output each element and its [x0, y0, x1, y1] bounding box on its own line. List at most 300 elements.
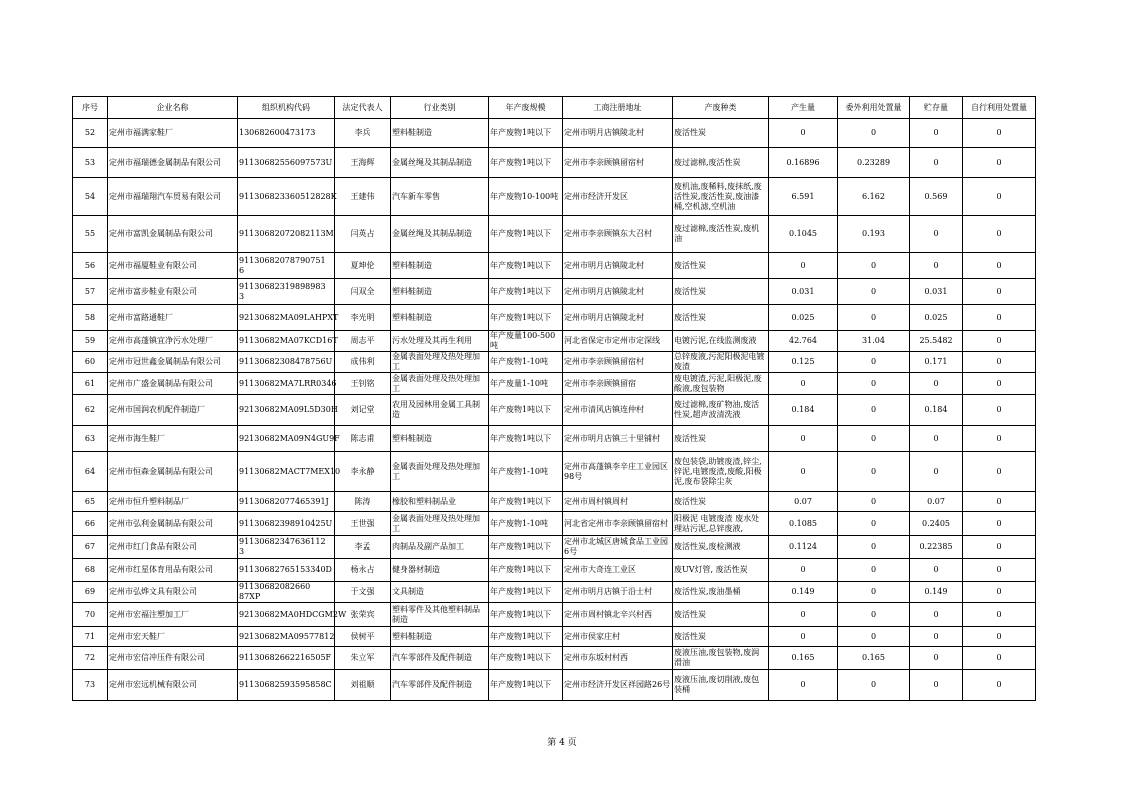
col-legal-rep-cell: 陈志甫 — [335, 426, 391, 452]
table-row — [73, 253, 1036, 279]
col-address-cell: 定州市明月店镇陵北村 — [563, 253, 673, 279]
table-row — [73, 582, 1036, 603]
col-index-cell: 60 — [73, 352, 108, 373]
col-waste-scale-cell: 年产废物1-10吨 — [489, 352, 563, 373]
col-index-cell: 65 — [73, 492, 108, 512]
col-waste-scale-cell: 年产废物1吨以下 — [489, 253, 563, 279]
col-waste-scale-cell: 年产废物1吨以下 — [489, 216, 563, 253]
col-waste-scale-cell: 年产废物1吨以下 — [489, 536, 563, 559]
col-legal-rep-cell: 陈涛 — [335, 492, 391, 512]
col-self-disposal-cell: 0 — [963, 331, 1036, 352]
col-generated-cell: 0 — [769, 559, 838, 582]
col-legal-rep-cell: 王海辉 — [335, 148, 391, 178]
col-outsourced-cell: 0 — [838, 492, 910, 512]
col-storage-cell: 0 — [910, 559, 963, 582]
col-company-name-cell: 定州市红门食品有限公司 — [108, 536, 238, 559]
col-index-cell: 73 — [73, 670, 108, 701]
col-industry-cell: 塑料鞋制造 — [391, 426, 489, 452]
col-index-cell: 66 — [73, 512, 108, 536]
col-index-cell: 58 — [73, 305, 108, 331]
col-storage-cell: 0 — [910, 119, 963, 148]
col-index-cell: 57 — [73, 279, 108, 305]
col-legal-rep-cell: 刘记堂 — [335, 395, 391, 426]
col-legal-rep-cell: 李兵 — [335, 119, 391, 148]
col-outsourced-cell: 0 — [838, 670, 910, 701]
col-index-cell: 67 — [73, 536, 108, 559]
col-outsourced-cell: 0 — [838, 536, 910, 559]
col-outsourced-cell: 0 — [838, 512, 910, 536]
col-legal-rep-cell: 王钊铭 — [335, 373, 391, 395]
col-waste-scale-cell: 年产废物1吨以下 — [489, 148, 563, 178]
col-waste-types-cell: 废活性炭 — [673, 279, 769, 305]
col-waste-scale-cell: 年产废物1吨以下 — [489, 559, 563, 582]
col-waste-scale-cell: 年产废物1吨以下 — [489, 279, 563, 305]
table-row — [73, 178, 1036, 216]
col-waste-scale-cell: 年产废物1吨以下 — [489, 627, 563, 647]
col-legal-rep-cell: 杨永占 — [335, 559, 391, 582]
col-storage-cell: 0 — [910, 148, 963, 178]
col-waste-scale-cell: 年产废物1吨以下 — [489, 603, 563, 627]
col-outsourced-cell: 6.162 — [838, 178, 910, 216]
col-waste-scale-cell: 年产废量100-500吨 — [489, 331, 563, 352]
col-self-disposal-cell: 0 — [963, 452, 1036, 492]
col-outsourced-cell: 0 — [838, 279, 910, 305]
col-legal-rep-cell: 周志平 — [335, 331, 391, 352]
col-legal-rep-cell: 王建伟 — [335, 178, 391, 216]
col-outsourced-cell: 0 — [838, 395, 910, 426]
col-industry-cell: 塑料鞋制造 — [391, 279, 489, 305]
col-industry-cell: 金属表面处理及热处理加工 — [391, 352, 489, 373]
table-row — [73, 647, 1036, 670]
col-org-code-cell: 92130682MA09LAHPXT — [238, 305, 335, 331]
col-index-cell: 64 — [73, 452, 108, 492]
col-industry-cell: 金属表面处理及热处理加工 — [391, 512, 489, 536]
col-legal-rep-cell: 王世强 — [335, 512, 391, 536]
col-address-cell: 定州市李亲顾镇留宿村 — [563, 352, 673, 373]
col-company-name-cell: 定州市红星体育用品有限公司 — [108, 559, 238, 582]
col-generated-cell: 42.764 — [769, 331, 838, 352]
col-index-cell: 54 — [73, 178, 108, 216]
col-industry-cell: 金属表面处理及热处理加工 — [391, 452, 489, 492]
col-industry-cell: 汽车零部件及配件制造 — [391, 670, 489, 701]
col-storage-cell: 0.07 — [910, 492, 963, 512]
col-waste-types-cell: 废电镀渣,污泥,阳极泥,废酸液,废包装物 — [673, 373, 769, 395]
col-index-cell: 61 — [73, 373, 108, 395]
col-outsourced-cell: 31.04 — [838, 331, 910, 352]
col-org-code-cell: 91130682078790751 6 — [238, 253, 335, 279]
col-address-cell: 定州市周村镇北辛兴村西 — [563, 603, 673, 627]
col-self-disposal-cell: 0 — [963, 216, 1036, 253]
header-col-storage: 贮存量 — [910, 97, 963, 119]
table-row — [73, 331, 1036, 352]
col-waste-types-cell: 废机油,废稀料,废抹纸,废活性炭,废活性炭,废油漆桶,空机滤,空机油 — [673, 178, 769, 216]
col-org-code-cell: 92130682MA09577812 — [238, 627, 335, 647]
col-index-cell: 68 — [73, 559, 108, 582]
col-self-disposal-cell: 0 — [963, 582, 1036, 603]
col-address-cell: 定州市明月店镇陵北村 — [563, 119, 673, 148]
col-waste-scale-cell: 年产废物1吨以下 — [489, 426, 563, 452]
col-legal-rep-cell: 张荣宾 — [335, 603, 391, 627]
col-outsourced-cell: 0 — [838, 426, 910, 452]
col-company-name-cell: 定州市广盛金属制品有限公司 — [108, 373, 238, 395]
col-legal-rep-cell: 李光明 — [335, 305, 391, 331]
table-row — [73, 512, 1036, 536]
col-org-code-cell: 91130682MA07KCD16T — [238, 331, 335, 352]
col-company-name-cell: 定州市弘利金属制品有限公司 — [108, 512, 238, 536]
col-legal-rep-cell: 朱立军 — [335, 647, 391, 670]
col-address-cell: 定州市周村镇周村 — [563, 492, 673, 512]
col-self-disposal-cell: 0 — [963, 559, 1036, 582]
col-self-disposal-cell: 0 — [963, 119, 1036, 148]
col-self-disposal-cell: 0 — [963, 373, 1036, 395]
col-self-disposal-cell: 0 — [963, 395, 1036, 426]
col-waste-scale-cell: 年产废物1吨以下 — [489, 119, 563, 148]
table-row — [73, 627, 1036, 647]
col-generated-cell: 0 — [769, 253, 838, 279]
col-self-disposal-cell: 0 — [963, 305, 1036, 331]
table-row — [73, 492, 1036, 512]
col-outsourced-cell: 0 — [838, 559, 910, 582]
col-waste-scale-cell: 年产废物1吨以下 — [489, 492, 563, 512]
col-org-code-cell: 92130682MA09N4GU9F — [238, 426, 335, 452]
col-generated-cell: 0 — [769, 119, 838, 148]
table-row — [73, 119, 1036, 148]
col-waste-types-cell: 废UV灯管, 废活性炭 — [673, 559, 769, 582]
header-col-self-disposal: 自行利用处置量 — [963, 97, 1036, 119]
col-company-name-cell: 定州市宏信冲压件有限公司 — [108, 647, 238, 670]
col-self-disposal-cell: 0 — [963, 352, 1036, 373]
header-col-company-name: 企业名称 — [108, 97, 238, 119]
col-storage-cell: 0.569 — [910, 178, 963, 216]
col-outsourced-cell: 0 — [838, 603, 910, 627]
col-company-name-cell: 定州市富步鞋业有限公司 — [108, 279, 238, 305]
col-industry-cell: 塑料鞋制造 — [391, 305, 489, 331]
col-industry-cell: 汽车新车零售 — [391, 178, 489, 216]
col-waste-scale-cell: 年产废物1吨以下 — [489, 647, 563, 670]
col-index-cell: 52 — [73, 119, 108, 148]
header-col-org-code: 组织机构代码 — [238, 97, 335, 119]
col-waste-types-cell: 废过滤棉,废活性炭,废机油 — [673, 216, 769, 253]
col-address-cell: 河北省定州市李亲顾镇留宿村 — [563, 512, 673, 536]
col-outsourced-cell: 0 — [838, 119, 910, 148]
col-self-disposal-cell: 0 — [963, 279, 1036, 305]
col-address-cell: 定州市李亲顾镇留宿村 — [563, 148, 673, 178]
col-address-cell: 定州市明月店镇陵北村 — [563, 279, 673, 305]
col-legal-rep-cell: 李永静 — [335, 452, 391, 492]
col-storage-cell: 0.2405 — [910, 512, 963, 536]
col-address-cell: 定州市东坂村村西 — [563, 647, 673, 670]
col-industry-cell: 汽车零部件及配件制造 — [391, 647, 489, 670]
col-storage-cell: 0 — [910, 452, 963, 492]
col-address-cell: 定州市经济开发区 — [563, 178, 673, 216]
col-org-code-cell: 91130682765153340D — [238, 559, 335, 582]
col-company-name-cell: 定州市国润农机配件制造厂 — [108, 395, 238, 426]
col-generated-cell: 0.031 — [769, 279, 838, 305]
col-index-cell: 71 — [73, 627, 108, 647]
col-generated-cell: 0 — [769, 373, 838, 395]
col-outsourced-cell: 0 — [838, 373, 910, 395]
col-index-cell: 69 — [73, 582, 108, 603]
col-self-disposal-cell: 0 — [963, 512, 1036, 536]
col-org-code-cell: 91130682077465391J — [238, 492, 335, 512]
col-address-cell: 定州市高蓬镇李辛庄工业园区98号 — [563, 452, 673, 492]
col-generated-cell: 0.149 — [769, 582, 838, 603]
table-header-row — [73, 97, 1036, 119]
col-waste-scale-cell: 年产废物1-10吨 — [489, 512, 563, 536]
col-outsourced-cell: 0 — [838, 305, 910, 331]
col-address-cell: 定州市明月店镇于沿士村 — [563, 582, 673, 603]
col-waste-types-cell: 废活性炭 — [673, 492, 769, 512]
col-org-code-cell: 91130682MA7LRR0346 — [238, 373, 335, 395]
col-industry-cell: 金属表面处理及热处理加工 — [391, 373, 489, 395]
col-legal-rep-cell: 成伟利 — [335, 352, 391, 373]
col-industry-cell: 塑料零件及其他塑料制品制造 — [391, 603, 489, 627]
col-company-name-cell: 定州市宏远机械有限公司 — [108, 670, 238, 701]
header-col-address: 工商注册地址 — [563, 97, 673, 119]
col-org-code-cell: 91130682398910425U — [238, 512, 335, 536]
col-company-name-cell: 定州市宏福注塑加工厂 — [108, 603, 238, 627]
col-storage-cell: 0 — [910, 373, 963, 395]
col-legal-rep-cell: 夏坤伦 — [335, 253, 391, 279]
col-storage-cell: 0 — [910, 647, 963, 670]
col-address-cell: 定州市清风店镇连仲村 — [563, 395, 673, 426]
col-waste-types-cell: 废液压油,废包装物,废润滑油 — [673, 647, 769, 670]
page-number: 第 4 页 — [547, 738, 577, 748]
col-storage-cell: 0 — [910, 426, 963, 452]
col-generated-cell: 0 — [769, 426, 838, 452]
col-address-cell: 定州市侯家庄村 — [563, 627, 673, 647]
col-org-code-cell: 911306823360512828K — [238, 178, 335, 216]
col-generated-cell: 0.184 — [769, 395, 838, 426]
col-address-cell: 定州市北城区唐城食品工业园6号 — [563, 536, 673, 559]
col-self-disposal-cell: 0 — [963, 148, 1036, 178]
col-waste-types-cell: 废活性炭 — [673, 426, 769, 452]
col-company-name-cell: 定州市富路通鞋厂 — [108, 305, 238, 331]
waste-enterprise-table — [72, 96, 1036, 701]
table-row — [73, 352, 1036, 373]
col-industry-cell: 橡胶和塑料制品业 — [391, 492, 489, 512]
header-col-waste-scale: 年产废规模 — [489, 97, 563, 119]
col-industry-cell: 塑料鞋制造 — [391, 119, 489, 148]
col-waste-scale-cell: 年产废物1吨以下 — [489, 305, 563, 331]
col-self-disposal-cell: 0 — [963, 492, 1036, 512]
col-company-name-cell: 定州市福厦鞋业有限公司 — [108, 253, 238, 279]
col-outsourced-cell: 0 — [838, 452, 910, 492]
col-storage-cell: 0.149 — [910, 582, 963, 603]
col-company-name-cell: 定州市恒升塑料制品厂 — [108, 492, 238, 512]
col-industry-cell: 污水处理及其再生利用 — [391, 331, 489, 352]
table-body — [73, 119, 1036, 701]
col-storage-cell: 0 — [910, 670, 963, 701]
table-row — [73, 373, 1036, 395]
col-waste-types-cell: 总锌废液,污泥阳极泥电镀废渣 — [673, 352, 769, 373]
col-industry-cell: 金属丝绳及其制品制造 — [391, 148, 489, 178]
col-address-cell: 定州市明月店镇陵北村 — [563, 305, 673, 331]
col-legal-rep-cell: 侯树平 — [335, 627, 391, 647]
col-org-code-cell: 91130682072082113M — [238, 216, 335, 253]
col-generated-cell: 0 — [769, 603, 838, 627]
header-col-index: 序号 — [73, 97, 108, 119]
table-row — [73, 559, 1036, 582]
col-waste-types-cell: 废活性炭,废检测液 — [673, 536, 769, 559]
col-address-cell: 河北省保定市定州市定深线 — [563, 331, 673, 352]
col-index-cell: 59 — [73, 331, 108, 352]
col-org-code-cell: 130682600473173 — [238, 119, 335, 148]
col-waste-types-cell: 废过滤棉,废矿物油,废活性炭,超声波清洗液 — [673, 395, 769, 426]
col-address-cell: 定州市经济开发区祥园路26号 — [563, 670, 673, 701]
table-row — [73, 395, 1036, 426]
col-waste-scale-cell: 年产废物1吨以下 — [489, 395, 563, 426]
table-row — [73, 603, 1036, 627]
header-col-waste-types: 产废种类 — [673, 97, 769, 119]
col-waste-scale-cell: 年产废物1吨以下 — [489, 670, 563, 701]
col-waste-scale-cell: 年产废量1-10吨 — [489, 373, 563, 395]
col-self-disposal-cell: 0 — [963, 426, 1036, 452]
col-storage-cell: 0 — [910, 603, 963, 627]
col-org-code-cell: 91130682319898983 3 — [238, 279, 335, 305]
col-index-cell: 55 — [73, 216, 108, 253]
header-col-generated: 产生量 — [769, 97, 838, 119]
col-company-name-cell: 定州市弘烨文具有限公司 — [108, 582, 238, 603]
col-company-name-cell: 定州市海生鞋厂 — [108, 426, 238, 452]
table-row — [73, 148, 1036, 178]
col-index-cell: 62 — [73, 395, 108, 426]
col-outsourced-cell: 0 — [838, 253, 910, 279]
header-col-outsourced: 委外利用处置量 — [838, 97, 910, 119]
col-generated-cell: 0.025 — [769, 305, 838, 331]
col-outsourced-cell: 0 — [838, 627, 910, 647]
col-waste-types-cell: 废过滤棉,废活性炭 — [673, 148, 769, 178]
col-waste-scale-cell: 年产废物10-100吨 — [489, 178, 563, 216]
col-self-disposal-cell: 0 — [963, 627, 1036, 647]
col-legal-rep-cell: 李孟 — [335, 536, 391, 559]
col-org-code-cell: 91130682MACT7MEX10 — [238, 452, 335, 492]
col-industry-cell: 塑料鞋制造 — [391, 253, 489, 279]
col-waste-types-cell: 废包装袋,助镀废渣,锌尘,锌泥,电镀废渣,废酸,阳极泥,废布袋除尘灰 — [673, 452, 769, 492]
col-company-name-cell: 定州市宏天鞋厂 — [108, 627, 238, 647]
col-storage-cell: 0 — [910, 627, 963, 647]
table-row — [73, 536, 1036, 559]
table-row — [73, 426, 1036, 452]
col-org-code-cell: 92130682MA0HDCGM2W — [238, 603, 335, 627]
col-generated-cell: 0.1085 — [769, 512, 838, 536]
col-company-name-cell: 定州市恒森金属制品有限公司 — [108, 452, 238, 492]
col-waste-types-cell: 阳极泥 电镀废渣 废水处理站污泥,总锌废液, — [673, 512, 769, 536]
col-index-cell: 63 — [73, 426, 108, 452]
col-storage-cell: 25.5482 — [910, 331, 963, 352]
col-storage-cell: 0.031 — [910, 279, 963, 305]
col-generated-cell: 0 — [769, 627, 838, 647]
col-industry-cell: 塑料鞋制造 — [391, 627, 489, 647]
col-industry-cell: 文具制造 — [391, 582, 489, 603]
col-index-cell: 53 — [73, 148, 108, 178]
col-storage-cell: 0.22385 — [910, 536, 963, 559]
col-outsourced-cell: 0.193 — [838, 216, 910, 253]
col-industry-cell: 肉制品及副产品加工 — [391, 536, 489, 559]
col-generated-cell: 0.165 — [769, 647, 838, 670]
col-industry-cell: 农用及园林用金属工具制造 — [391, 395, 489, 426]
col-generated-cell: 0.16896 — [769, 148, 838, 178]
col-generated-cell: 0 — [769, 670, 838, 701]
col-org-code-cell: 91130682593595858C — [238, 670, 335, 701]
table-row — [73, 305, 1036, 331]
col-legal-rep-cell: 闫双全 — [335, 279, 391, 305]
col-storage-cell: 0.171 — [910, 352, 963, 373]
col-company-name-cell: 定州市冠世鑫金属制品有限公司 — [108, 352, 238, 373]
col-address-cell: 定州市李亲顾镇东大召村 — [563, 216, 673, 253]
col-waste-types-cell: 废活性炭 — [673, 253, 769, 279]
col-company-name-cell: 定州市富凯金属制品有限公司 — [108, 216, 238, 253]
col-self-disposal-cell: 0 — [963, 647, 1036, 670]
col-address-cell: 定州市明月店镇三十里铺村 — [563, 426, 673, 452]
col-generated-cell: 0.07 — [769, 492, 838, 512]
table-row — [73, 670, 1036, 701]
col-self-disposal-cell: 0 — [963, 178, 1036, 216]
col-company-name-cell: 定州市福瑞德金属制品有限公司 — [108, 148, 238, 178]
col-generated-cell: 0 — [769, 452, 838, 492]
col-self-disposal-cell: 0 — [963, 603, 1036, 627]
col-waste-scale-cell: 年产废物1-10吨 — [489, 452, 563, 492]
col-industry-cell: 金属丝绳及其制品制造 — [391, 216, 489, 253]
col-generated-cell: 0.125 — [769, 352, 838, 373]
header-col-legal-rep: 法定代表人 — [335, 97, 391, 119]
col-address-cell: 定州市李亲顾镇留宿 — [563, 373, 673, 395]
col-address-cell: 定州市大奇连工业区 — [563, 559, 673, 582]
col-legal-rep-cell: 于文强 — [335, 582, 391, 603]
col-org-code-cell: 91130682308478756U — [238, 352, 335, 373]
col-company-name-cell: 定州市福瑞翔汽车贸易有限公司 — [108, 178, 238, 216]
col-outsourced-cell: 0.23289 — [838, 148, 910, 178]
col-org-code-cell: 92130682MA09L5D30H — [238, 395, 335, 426]
col-waste-types-cell: 废活性炭,废油墨桶 — [673, 582, 769, 603]
col-generated-cell: 0.1045 — [769, 216, 838, 253]
col-company-name-cell: 定州市福满家鞋厂 — [108, 119, 238, 148]
col-index-cell: 70 — [73, 603, 108, 627]
col-outsourced-cell: 0.165 — [838, 647, 910, 670]
col-waste-types-cell: 废液压油,废切削液,废包装桶 — [673, 670, 769, 701]
col-storage-cell: 0.184 — [910, 395, 963, 426]
col-legal-rep-cell: 闫英占 — [335, 216, 391, 253]
col-self-disposal-cell: 0 — [963, 253, 1036, 279]
col-generated-cell: 0.1124 — [769, 536, 838, 559]
col-waste-scale-cell: 年产废物1吨以下 — [489, 582, 563, 603]
col-org-code-cell: 91130682347636112 3 — [238, 536, 335, 559]
col-org-code-cell: 91130682662216505F — [238, 647, 335, 670]
col-industry-cell: 健身器材制造 — [391, 559, 489, 582]
col-self-disposal-cell: 0 — [963, 670, 1036, 701]
col-self-disposal-cell: 0 — [963, 536, 1036, 559]
col-waste-types-cell: 废活性炭 — [673, 305, 769, 331]
table-row — [73, 216, 1036, 253]
table-row — [73, 452, 1036, 492]
table-row — [73, 279, 1036, 305]
header-col-industry: 行业类别 — [391, 97, 489, 119]
col-storage-cell: 0 — [910, 216, 963, 253]
col-outsourced-cell: 0 — [838, 582, 910, 603]
col-waste-types-cell: 废活性炭 — [673, 627, 769, 647]
col-legal-rep-cell: 刘祖顺 — [335, 670, 391, 701]
col-waste-types-cell: 废活性炭 — [673, 603, 769, 627]
col-index-cell: 72 — [73, 647, 108, 670]
col-index-cell: 56 — [73, 253, 108, 279]
col-org-code-cell: 91130682556097573U — [238, 148, 335, 178]
col-generated-cell: 6.591 — [769, 178, 838, 216]
col-waste-types-cell: 电镀污泥,在线监测废液 — [673, 331, 769, 352]
col-company-name-cell: 定州市高蓬镇宜净污水处理厂 — [108, 331, 238, 352]
col-outsourced-cell: 0 — [838, 352, 910, 373]
col-waste-types-cell: 废活性炭 — [673, 119, 769, 148]
col-storage-cell: 0 — [910, 253, 963, 279]
